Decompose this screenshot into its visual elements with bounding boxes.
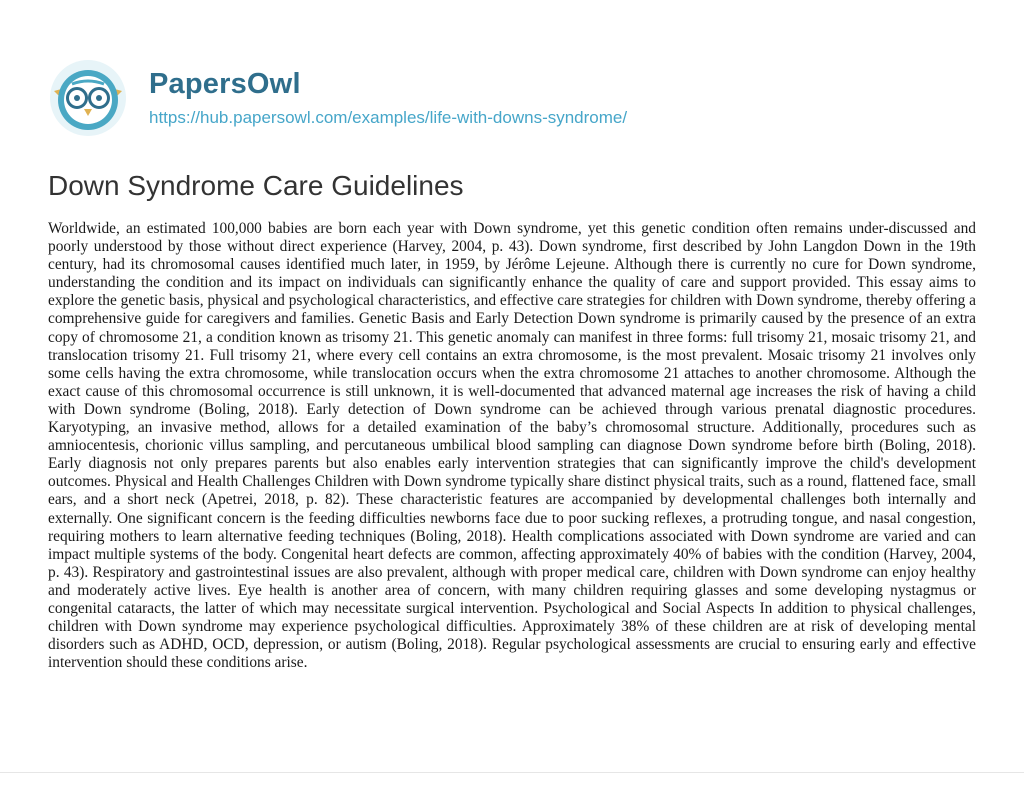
site-header <box>48 58 627 138</box>
owl-logo-icon[interactable] <box>48 58 128 138</box>
brand-block <box>149 67 627 129</box>
brand-name[interactable]: PapersOwl <box>149 68 301 100</box>
essay-body: Worldwide, an estimated 100,000 babies are born each year with Down syndrome, yet this genetic condition often remains under-discussed and poorly understood by those without direct experience (Harvey, 2004, p. 43). Down syndrome, first described by John Langdon Down in the 19th century, had its chromosomal causes identified much later, in 1959, by Jérôme Lejeune. Although there is currently no cure for Down syndrome, understanding the condition and its impact on individuals can significantly enhance the quality of care and support provided. This essay aims to explore the genetic basis, physical and psychological characteristics, and effective care strategies for children with Down syndrome, thereby offering a comprehensive guide for caregivers and families. Genetic Basis and Early Detection Down syndrome is primarily caused by the presence of an extra copy of chromosome 21, a condition known as trisomy 21. This genetic anomaly can manifest in three forms: full trisomy 21, mosaic trisomy 21, and translocation trisomy 21. Full trisomy 21, where every cell contains an extra chromosome, is the most prevalent. Mosaic trisomy 21 involves only some cells having the extra chromosome, while translocation occurs when the extra chromosome 21 attaches to another chromosome. Although the exact cause of this chromosomal occurrence is still unknown, it is well-documented that advanced maternal age increases the risk of having a child with Down syndrome (Boling, 2018). Early detection of Down syndrome can be achieved through various prenatal diagnostic procedures. Karyotyping, an invasive method, allows for a detailed examination of the baby’s chromosomal structure. Additionally, procedures such as amniocentesis, chorionic villus sampling, and percutaneous umbilical blood sampling can diagnose Down syndrome before birth (Boling, 2018). Early diagnosis not only prepares parents but also enables early intervention strategies that can significantly improve the child's development outcomes. Physical and Health Challenges Children with Down syndrome typically share distinct physical traits, such as a round, flattened face, small ears, and a short neck (Apetrei, 2018, p. 82). These characteristic features are accompanied by developmental challenges both internally and externally. One significant concern is the feeding difficulties newborns face due to poor sucking reflexes, a protruding tongue, and nasal congestion, requiring mothers to learn alternative feeding techniques (Boling, 2018). Health complications associated with Down syndrome are varied and can impact multiple systems of the body. Congenital heart defects are common, affecting approximately 40% of babies with the condition (Harvey, 2004, p. 43). Respiratory and gastrointestinal issues are also prevalent, although with proper medical care, children with Down syndrome can enjoy healthy and moderately active lives. Eye health is another area of concern, with many children requiring glasses and some developing nystagmus or congenital cataracts, the latter of which may necessitate surgical intervention. Psychological and Social Aspects In addition to physical challenges, children with Down syndrome may experience psychological difficulties. Approximately 38% of these children are at risk of developing mental disorders such as ADHD, OCD, depression, or autism (Boling, 2018). Regular psychological assessments are crucial to ensuring early and effective intervention should these conditions arise. <box>48 220 976 672</box>
essay-title: Down Syndrome Care Guidelines <box>48 170 464 201</box>
footer-divider <box>0 772 1024 773</box>
source-url-link[interactable]: https://hub.papersowl.com/examples/life-with-downs-syndrome/ <box>149 108 628 127</box>
